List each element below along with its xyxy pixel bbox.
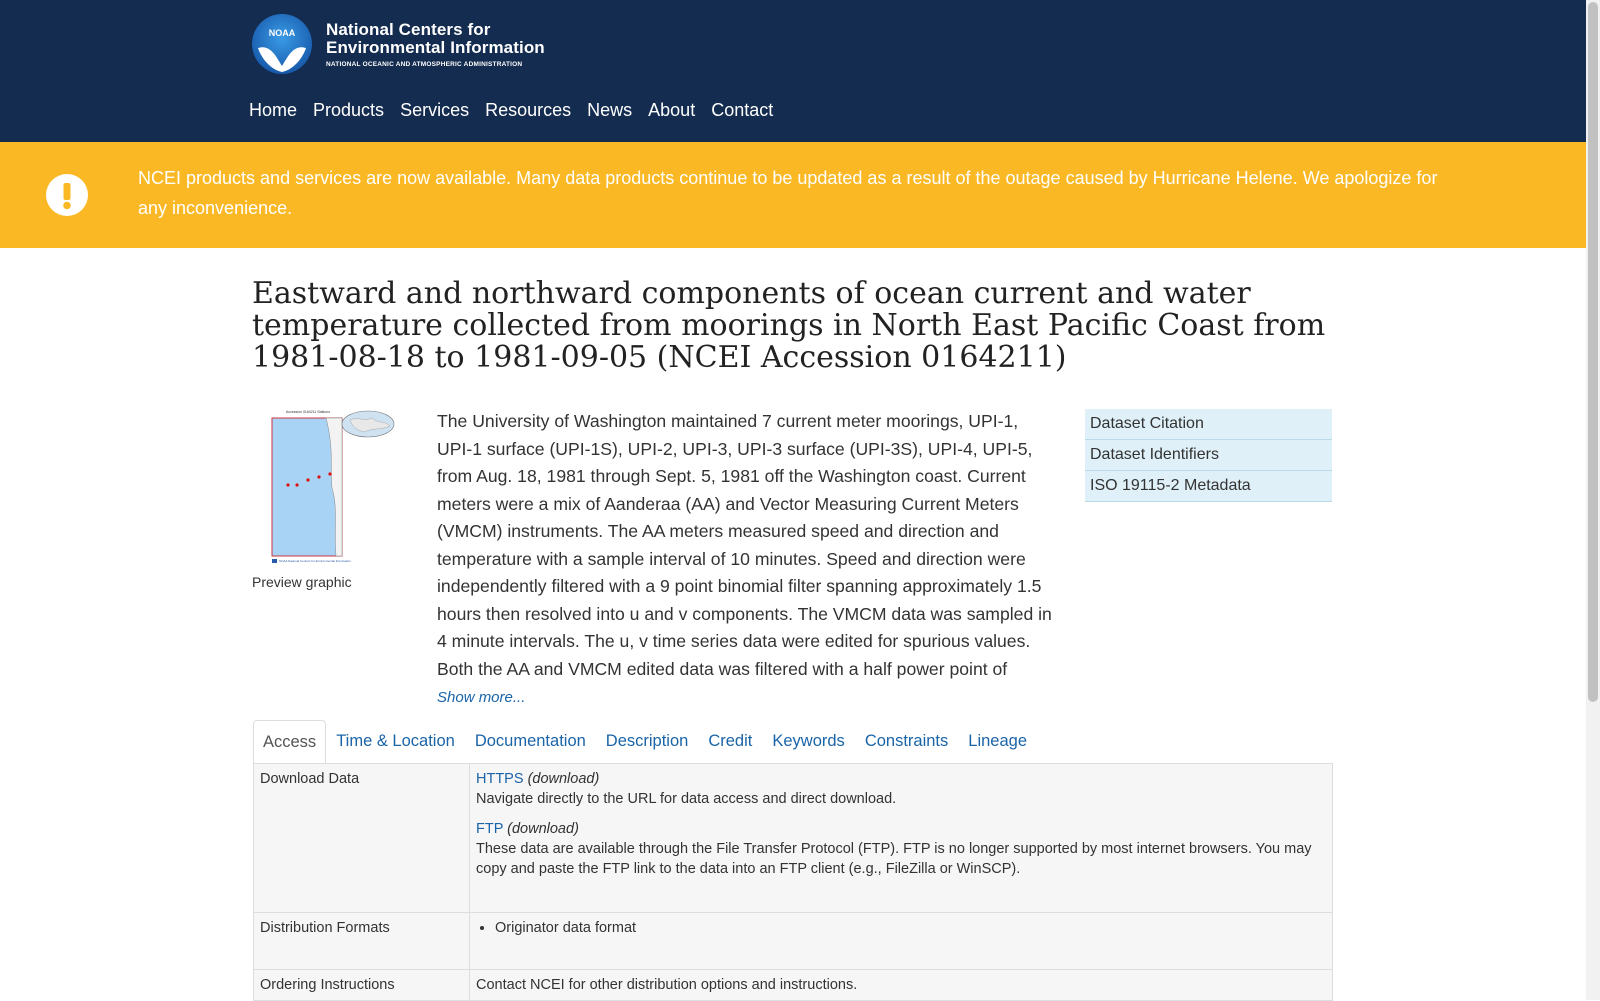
preview-map-footer: NOAA National Centers for Environmental Information [279, 559, 351, 563]
access-table [253, 763, 1333, 1001]
nav-news[interactable]: News [587, 100, 633, 120]
download-data-label: Download Data [254, 764, 470, 913]
main-nav [249, 100, 789, 121]
https-description: Navigate directly to the URL for data access and direct download. [476, 791, 897, 807]
https-download-note: (download) [527, 771, 600, 787]
tab-access[interactable]: Access [253, 720, 326, 765]
table-row [254, 764, 1333, 913]
tab-keywords[interactable]: Keywords [772, 732, 845, 750]
ordering-instructions-label: Ordering Instructions [254, 970, 470, 1001]
preview-map-image[interactable] [252, 408, 398, 564]
table-row [254, 970, 1333, 1001]
side-item-dataset-citation[interactable]: Dataset Citation [1085, 409, 1332, 440]
tab-constraints[interactable]: Constraints [864, 732, 949, 750]
page-scrollbar[interactable] [1586, 0, 1600, 1000]
exclamation-icon [46, 174, 88, 221]
logo-text [326, 21, 545, 68]
logo-title-line2: Environmental Information [326, 37, 545, 57]
side-item-iso-metadata[interactable]: ISO 19115-2 Metadata [1085, 471, 1332, 502]
logo-title-line1: National Centers for [326, 19, 491, 39]
download-data-cell [470, 764, 1333, 913]
tab-documentation[interactable]: Documentation [474, 732, 586, 750]
nav-services[interactable]: Services [400, 100, 470, 120]
alert-text: NCEI products and services are now available. Many data products continue to be updated as a result of the outage caused by Hurricane Helene. We apologize for any inconvenience. [138, 168, 1438, 218]
tab-description[interactable]: Description [605, 732, 689, 750]
nav-resources[interactable]: Resources [485, 100, 572, 120]
noaa-logo-icon [252, 14, 312, 74]
tab-bar [253, 720, 1333, 764]
nav-about[interactable]: About [648, 100, 696, 120]
https-download-link[interactable]: HTTPS [476, 771, 524, 787]
ncei-logo[interactable] [252, 14, 545, 74]
ordering-instructions-text: Contact NCEI for other distribution options and instructions. [470, 970, 1333, 1001]
formats-list [476, 920, 1326, 936]
logo-badge-text: NOAA [268, 28, 296, 38]
table-row [254, 913, 1333, 970]
preview-caption: Preview graphic [252, 574, 352, 590]
distribution-formats-cell [470, 913, 1333, 970]
tab-time-location[interactable]: Time & Location [336, 732, 455, 750]
logo-subtitle: NATIONAL OCEANIC AND ATMOSPHERIC ADMINISTRATION [326, 60, 523, 68]
show-more-link[interactable]: Show more... [437, 689, 526, 706]
preview-graphic [252, 408, 400, 590]
side-item-dataset-identifiers[interactable]: Dataset Identifiers [1085, 440, 1332, 471]
ftp-download-link[interactable]: FTP [476, 821, 504, 837]
list-item: • Originator data format [495, 920, 1326, 936]
side-menu [1085, 409, 1332, 502]
preview-map-title: Accession 0164211 Stations [286, 410, 330, 414]
dataset-abstract: The University of Washington maintained 7 current meter moorings, UPI-1, UPI-1 surface (UPI-1S), UPI-2, UPI-3, UPI-3 surface (UPI-3S), UPI-4, UPI-5, from Aug. 18, 1981 through Sept. 5, 1981 off the Washington coast. Current meters were a mix of Aanderaa (AA) and Vector Measuring Current Meters (VMCM) instruments. The AA meters measured speed and direction and temperature with a sample interval of 10 minutes. Speed and direction were independently filtered with a 9 point binomial filter spanning approximately 1.5 hours then resolved into u and v components. The VMCM data was sampled in 4 minute intervals. The u, v time series data were edited for spurious values. Both the AA and VMCM edited data was filtered with a half power point of [437, 411, 1052, 679]
tab-credit[interactable]: Credit [708, 732, 753, 750]
tab-lineage[interactable]: Lineage [968, 732, 1027, 750]
page-title: Eastward and northward components of ocean current and water temperature collected from moorings in North East Pacific Coast from 1981-08-18 to 1981-09-05 (NCEI Accession 0164211) [252, 276, 1326, 375]
nav-contact[interactable]: Contact [711, 100, 774, 120]
ftp-download-note: (download) [507, 821, 579, 837]
scrollbar-thumb[interactable] [1588, 2, 1598, 702]
ftp-description: These data are available through the File Transfer Protocol (FTP). FTP is no longer supported by most internet browsers. You may copy and paste the FTP link to the data into an FTP client (e.g., FileZilla or WinSCP). [476, 841, 1312, 877]
distribution-formats-label: Distribution Formats [254, 913, 470, 970]
nav-products[interactable]: Products [313, 100, 385, 120]
nav-home[interactable]: Home [249, 100, 298, 120]
site-header [0, 0, 1586, 142]
